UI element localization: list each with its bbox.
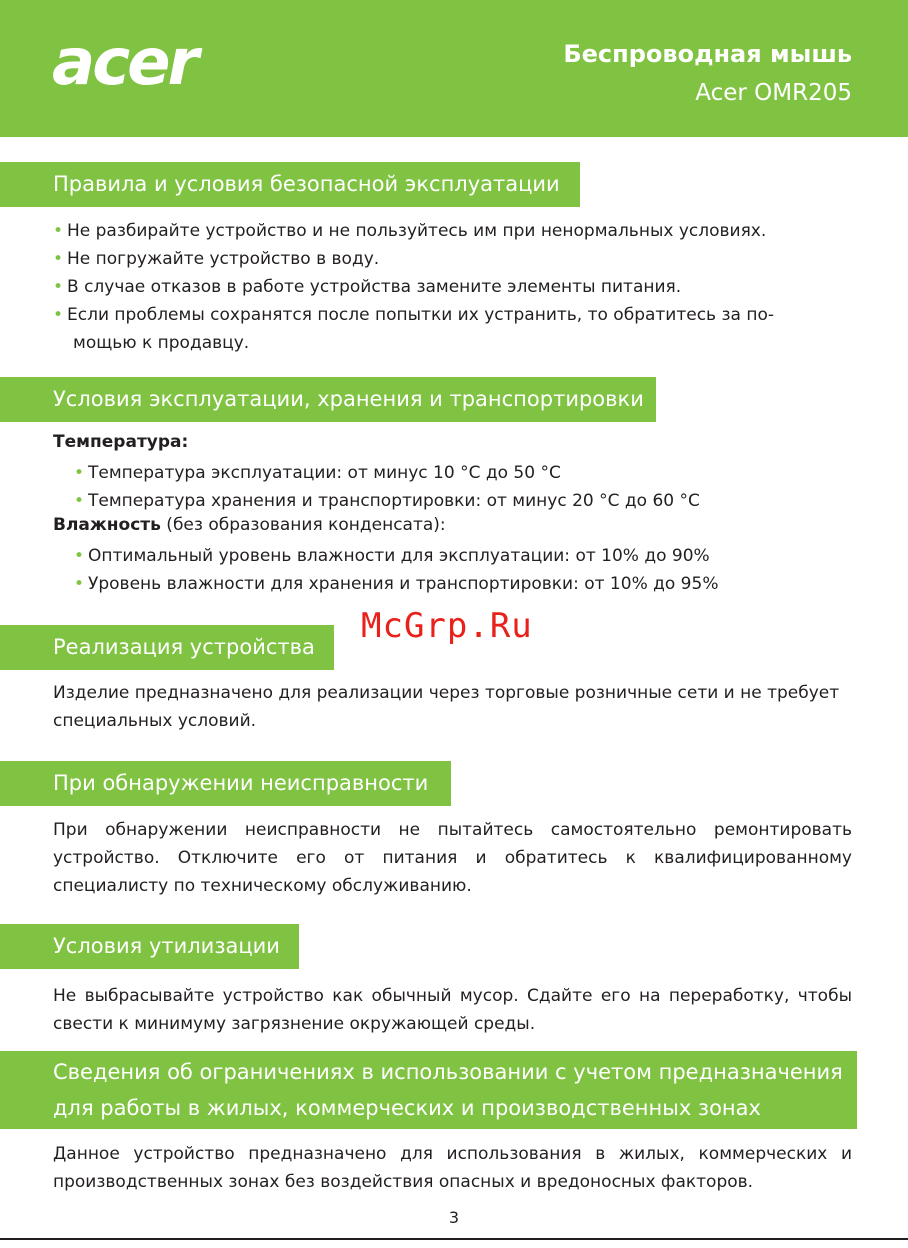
list-item: • Температура хранения и транспортировки: от минус 20 °C до 60 °C xyxy=(74,487,700,515)
humidity-list xyxy=(74,542,718,598)
sales-text: Изделие предназначено для реализации через торговые розничные сети и не требует специальных условий. xyxy=(53,683,840,731)
section-title-restrictions xyxy=(0,1051,857,1129)
list-item-continuation: мощью к продавцу. xyxy=(73,333,250,353)
section-title-disposal: Условия утилизации xyxy=(0,924,299,969)
safety-list xyxy=(53,217,774,357)
restrictions-title-line1: Сведения об ограничениях в использовании с учетом предназначения xyxy=(53,1060,843,1084)
list-item: • Температура эксплуатации: от минус 10 °C до 50 °C xyxy=(74,459,700,487)
list-item: • В случае отказов в работе устройства замените элементы питания. xyxy=(53,273,774,301)
humidity-label: Влажность (без образования конденсата): xyxy=(53,515,446,535)
section-title-safety: Правила и условия безопасной эксплуатации xyxy=(0,162,580,207)
temperature-list xyxy=(74,459,700,515)
list-item: • Не разбирайте устройство и не пользуйтесь им при ненормальных условиях. xyxy=(53,217,774,245)
acer-logo xyxy=(52,34,232,94)
section-title-malfunction: При обнаружении неисправности xyxy=(0,761,451,806)
restrictions-text: Данное устройство предназначено для использования в жилых, коммерческих и производственных зонах без воздействия опасных и вредоносных факторов. xyxy=(53,1144,852,1192)
temperature-label: Температура: xyxy=(53,432,189,452)
list-item: • Оптимальный уровень влажности для эксплуатации: от 10% до 90% xyxy=(74,542,718,570)
product-title: Беспроводная мышь xyxy=(563,40,852,68)
bottom-rule xyxy=(0,1238,908,1240)
watermark: McGrp.Ru xyxy=(361,606,533,646)
list-item: • Если проблемы сохранятся после попытки их устранить, то обратитесь за по- мощью к продавцу. xyxy=(53,301,774,357)
malfunction-text: При обнаружении неисправности не пытайтесь самостоятельно ремонтировать устройство. Отключите его от питания и обратитесь к квалифицированному специалисту по техническому обслуживанию. xyxy=(53,820,852,896)
page-number: 3 xyxy=(448,1208,460,1227)
humidity-note: (без образования конденсата): xyxy=(160,515,446,535)
list-item: • Не погружайте устройство в воду. xyxy=(53,245,774,273)
restrictions-title-line2: для работы в жилых, коммерческих и производственных зонах xyxy=(53,1096,761,1120)
section-title-sales: Реализация устройства xyxy=(0,625,334,670)
product-model: Acer OMR205 xyxy=(695,80,852,106)
section-title-conditions: Условия эксплуатации, хранения и транспортировки xyxy=(0,377,656,422)
header-banner xyxy=(0,0,908,137)
svg-text:acer: acer xyxy=(52,34,197,94)
disposal-text: Не выбрасывайте устройство как обычный мусор. Сдайте его на переработку, чтобы свести к минимуму загрязнение окружающей среды. xyxy=(53,986,852,1034)
list-item: • Уровень влажности для хранения и транспортировки: от 10% до 95% xyxy=(74,570,718,598)
